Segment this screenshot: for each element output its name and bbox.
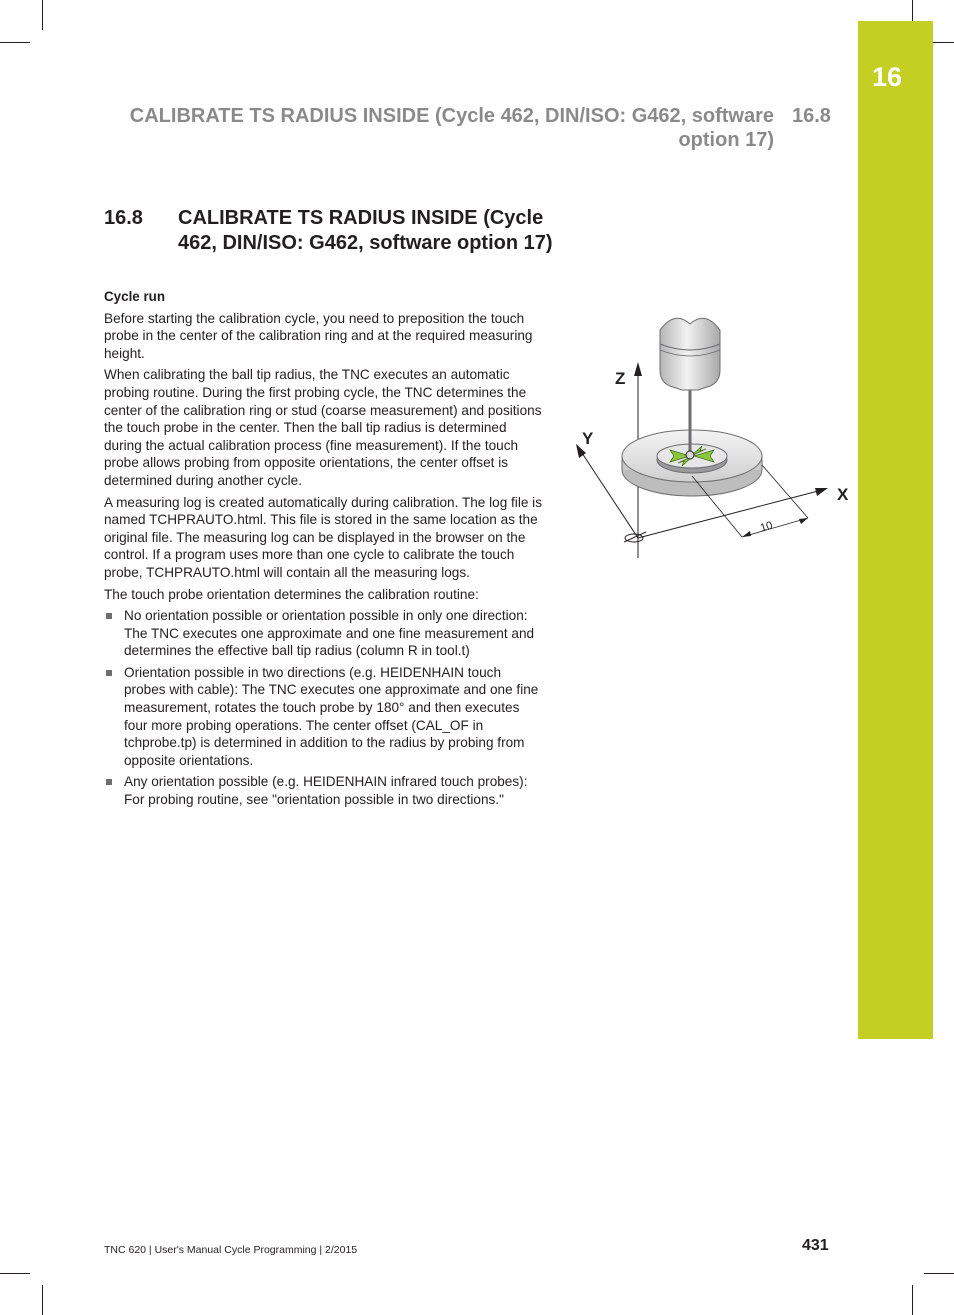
x-axis-arrow	[815, 488, 828, 496]
paragraph: The touch probe orientation determines the calibration routine:	[104, 586, 479, 602]
bullet-list	[104, 607, 544, 809]
crop-mark	[42, 1285, 43, 1315]
list-item	[104, 773, 544, 808]
paragraph: A measuring log is created automatically during calibration. The log file is named TCHPRAUTO.html. This file is stored in the same location as the original file. The measuring log can be displayed in the browser on the control. If a program uses more than one cycle to calibrate the touch probe, TCHPRAUTO.html will contain all the measuring logs.	[104, 494, 542, 580]
crop-mark	[0, 42, 30, 43]
subheading: Cycle run	[104, 289, 166, 304]
dimension-line	[742, 518, 808, 537]
running-head-title: CALIBRATE TS RADIUS INSIDE (Cycle 462, DIN/ISO: G462, software option 17)	[129, 105, 774, 151]
crop-mark	[912, 1285, 913, 1315]
chapter-number: 16	[872, 62, 903, 92]
list-item-text: No orientation possible or orientation possible in only one direction: The TNC executes one approximate and one fine measurement and determines the effective ball tip radius (column R in tool.t)	[124, 608, 535, 659]
running-head-section-number: 16.8	[792, 105, 831, 127]
ball-tip	[686, 451, 694, 459]
probe-body	[660, 318, 720, 390]
bullet-square-icon	[106, 670, 112, 676]
bullet-square-icon	[106, 613, 112, 619]
chapter-tab	[858, 21, 933, 1039]
footer-text: TNC 620 | User's Manual Cycle Programming | 2/2015	[104, 1244, 358, 1256]
x-axis-line	[638, 490, 822, 538]
list-item	[104, 664, 544, 770]
section-title: CALIBRATE TS RADIUS INSIDE (Cycle 462, DIN/ISO: G462, software option 17)	[178, 207, 553, 254]
dimension-label: 10	[758, 519, 774, 535]
list-item	[104, 607, 544, 660]
axis-label-z: Z	[615, 369, 626, 388]
body-text	[104, 288, 544, 813]
axis-label-x: X	[837, 485, 849, 504]
crop-mark	[924, 1273, 954, 1274]
list-item-text: Orientation possible in two directions (e.g. HEIDENHAIN touch probes with cable): The TNC executes one approximate and one fine measurement, rotates the touch probe by 180° and then executes four more probing operations. The center offset (CAL_OF in tchprobe.tp) is determined in addition to the radius by probing from opposite orientations.	[124, 664, 539, 768]
bullet-square-icon	[106, 779, 112, 785]
crop-mark	[42, 0, 43, 30]
list-item-text: Any orientation possible (e.g. HEIDENHAIN infrared touch probes): For probing routine, see "orientation possible in two directions."	[124, 774, 528, 808]
axis-label-y: Y	[582, 429, 594, 448]
section-number: 16.8	[104, 207, 143, 229]
calibration-ring-illustration	[570, 310, 860, 565]
crop-mark	[0, 1273, 30, 1274]
z-axis-arrow	[634, 362, 642, 376]
page-number: 431	[802, 1237, 829, 1254]
paragraph: When calibrating the ball tip radius, the TNC executes an automatic probing routine. During the first probing cycle, the TNC determines the center of the calibration ring or stud (coarse measurement) and positions the touch probe in the center. Then the ball tip radius is determined during the actual calibration process (fine measurement). If the touch probe allows probing from opposite orientations, the center offset is determined during another cycle.	[104, 367, 542, 488]
paragraph: Before starting the calibration cycle, you need to preposition the touch probe in the center of the calibration ring and at the required measuring height.	[104, 310, 533, 361]
